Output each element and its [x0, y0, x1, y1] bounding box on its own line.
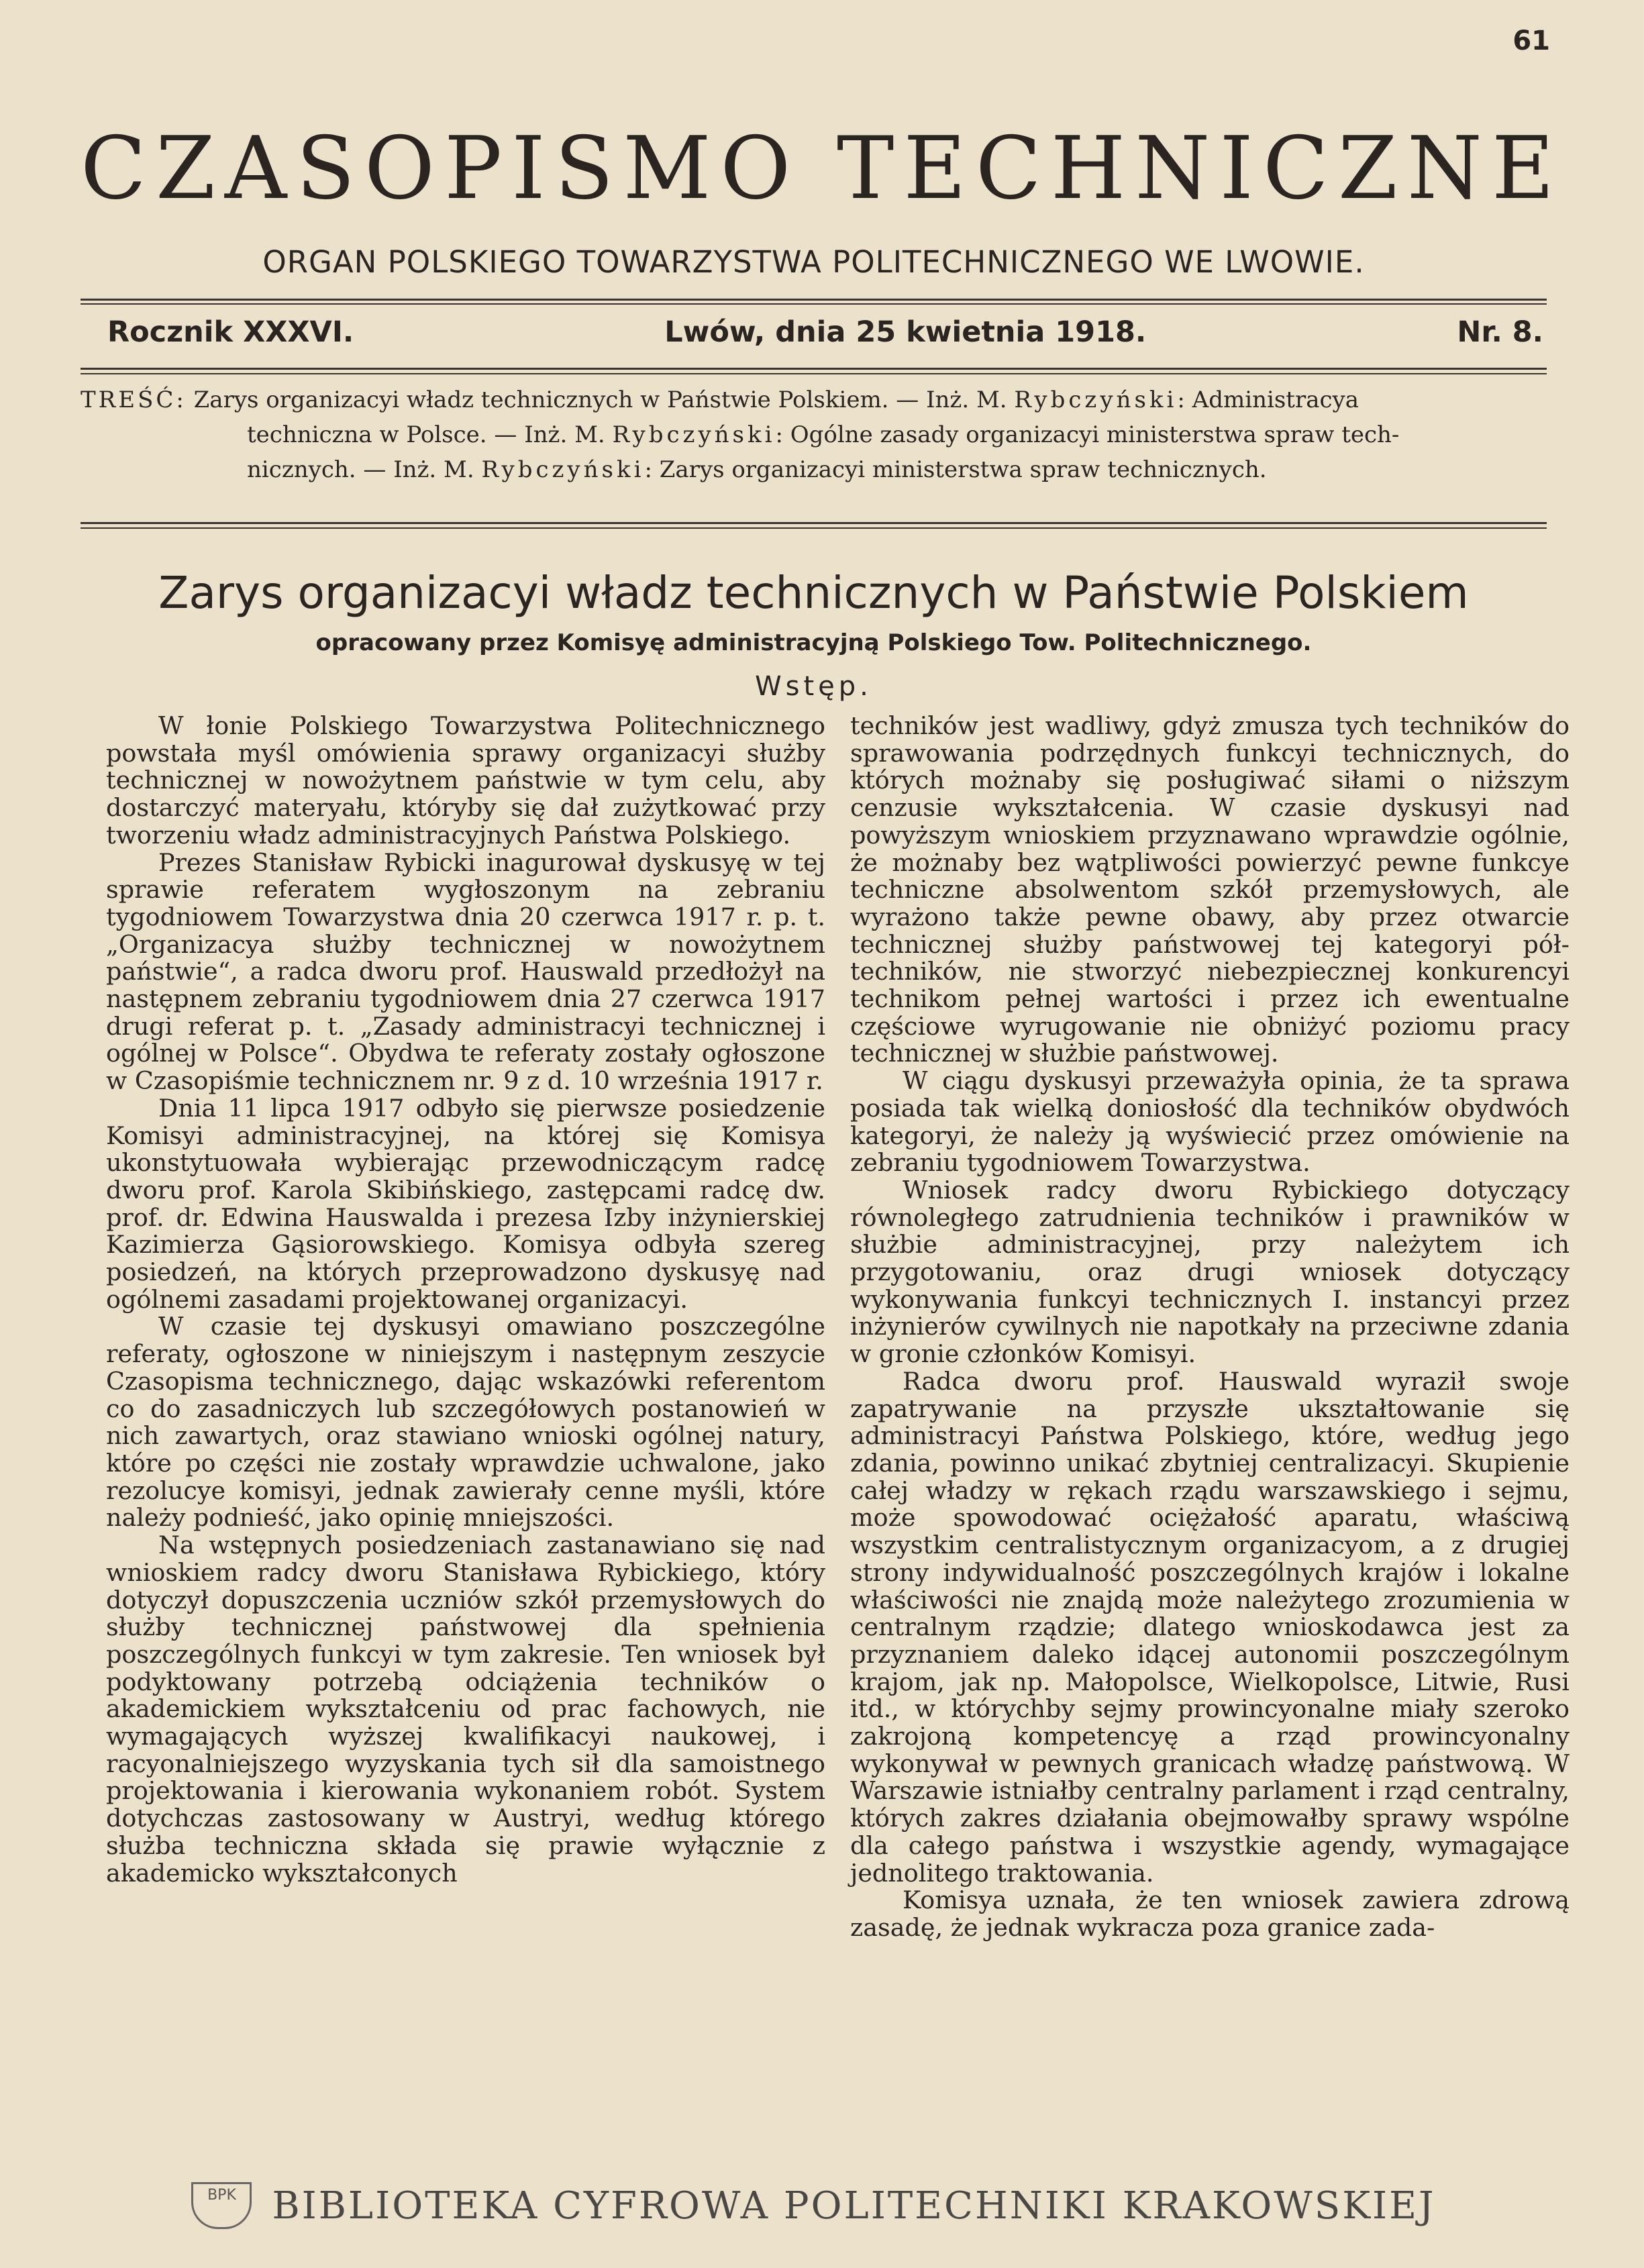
issue-number: Nr. 8. — [1457, 315, 1543, 349]
contents-text: Zarys organizacyi władz technicznych w Państwie Polskiem. — Inż. M. — [193, 386, 1007, 413]
contents-line — [81, 417, 1547, 452]
contents-text: : Ogólne zasady organizacyi ministerstwa spraw tech- — [775, 421, 1400, 448]
paragraph: Na wstępnych posiedzeniach zastanawiano się nad wnioskiem radcy dworu Stanisława Rybickiego, który dotyczył dopuszczenia uczniów szkół przemysłowych do służby technicznej państwowej dla spełnienia poszczególnych funkcyi w tym zakresie. Ten wniosek był podyktowany potrzebą odciążenia techników o akademickiem wykształceniu od prac fachowych, nie wymagających wyższej kwalifikacyi naukowej, i racyonalniejszego wyzyskania tych sił dla samoistnego projektowania i kierowania wykonaniem robót. System dotychczas zastosowany w Austryi, według którego służba techniczna składa się prawie wyłącznie z akademicko wykształconych — [106, 1531, 825, 1888]
paragraph: techników jest wadliwy, gdyż zmusza tych techników do sprawowania podrzędnych funkcyi technicznych, do których możnaby się posługiwać siłami o niższym cenzusie wykształcenia. W czasie dyskusyi nad powyższym wnioskiem przyznawano wprawdzie ogólnie, że możnaby bez wątpliwości powierzyć pewne funkcye techniczne absolwentom szkół przemysłowych, ale wyrażono także pewne obawy, aby przez otwarcie technicznej służby państwowej tej kategoryi pół-techników, nie stworzyć niebezpiecznej konkurencyi technikom pełnej wartości i przez ich ewentualne częściowe wyrugowanie nie obniżyć poziomu pracy technicznej w służbie państwowej. — [850, 711, 1570, 1068]
footer-watermark — [81, 2182, 1547, 2229]
contents-label: TREŚĆ: — [81, 386, 187, 413]
contents-rule-thin — [81, 527, 1547, 529]
table-of-contents — [81, 382, 1547, 487]
contents-line — [81, 382, 1547, 417]
article-subtitle: opracowany przez Komisyę administracyjną Polskiego Tow. Politechnicznego. — [315, 629, 1312, 656]
masthead-subtitle: ORGAN POLSKIEGO TOWARZYSTWA POLITECHNICZNEGO WE LWOWIE. — [262, 244, 1365, 280]
paragraph: Radca dworu prof. Hauswald wyraził swoje zapatrywanie na przyszłe ukształtowanie się administracyi Państwa Polskiego, które, według jego zdania, powinno unikać zbytniej centralizacyi. Skupienie całej władzy w rękach rządu warszawskiego i sejmu, może spowodować ociężałość aparatu, właściwą wszystkim centralistycznym organizacyom, a z drugiej strony indywidualność poszczególnych krajów i lokalne właściwości nie znajdą może należytego zrozumienia w centralnym rządzie; dlatego wnioskodawca jest za przyznaniem daleko idącej autonomii poszczególnym krajom, jak np. Małopolsce, Wielkopolsce, Litwie, Rusi itd., w którychby sejmy prowincyonalne miały szeroko zakrojoną kompetencyę a rząd prowincyonalny wykonywał w pewnych granicach władzę państwową. W Warszawie istniałby centralny parlament i rząd centralny, których zakres działania obejmowałby sprawy wspólne dla całego państwa i wszystkie agendy, wymagające jednolitego traktowania. — [850, 1366, 1570, 1888]
contents-text: techniczna w Polsce. — Inż. M. — [247, 421, 605, 448]
paragraph: Prezes Stanisław Rybicki inagurował dyskusyę w tej sprawie referatem wygłoszonym na zebraniu tygodniowem Towarzystwa dnia 20 czerwca 1917 r. p. t. „Organizacya służby technicznej w nowożytnem państwie“, a radca dworu prof. Hauswald przedłożył na następnem zebraniu tygodniowem dnia 27 czerwca 1917 drugi referat p. t. „Zasady administracyi technicznej i ogólnej w Polsce“. Obydwa te referaty zostały ogłoszone w Czasopiśmie technicznem nr. 9 z d. 10 września 1917 r. — [106, 847, 825, 1096]
page-number: 61 — [1512, 25, 1550, 56]
library-logo-icon: BPK — [191, 2182, 252, 2229]
right-column — [850, 713, 1570, 1942]
paragraph: W łonie Polskiego Towarzystwa Politechnicznego powstała myśl omówienia sprawy organizacyi służby technicznej w nowożytnem państwie w tym celu, aby dostarczyć materyału, któryby się dał zużytkować przy tworzeniu władz administracyjnych Państwa Polskiego. — [106, 711, 825, 849]
paragraph: W ciągu dyskusyi przeważyła opinia, że ta sprawa posiada tak wielką doniosłość dla techników obydwóch kategoryi, że należy ją wyświecić przez omówienie na zebraniu tygodniowem Towarzystwa. — [850, 1066, 1570, 1178]
contents-text: : Administracya — [1177, 386, 1359, 413]
footer-text: BIBLIOTEKA CYFROWA POLITECHNIKI KRAKOWSKIEJ — [272, 2183, 1436, 2228]
contents-line — [81, 452, 1547, 487]
masthead-title: CZASOPISMO TECHNICZNE — [81, 119, 1564, 219]
paragraph: Dnia 11 lipca 1917 odbyło się pierwsze posiedzenie Komisyi administracyjnej, na której się Komisya ukonstytuowała wybierając przewodniczącym radcę dworu prof. Karola Skibińskiego, zastępcami radcę dw. prof. dr. Edwina Hauswalda i prezesa Izby inżynierskiej Kazimierza Gąsiorowskiego. Komisya odbyła szereg posiedzeń, na których przeprowadzono dyskusyę nad ogólnemi zasadami projektowanej organizacyi. — [106, 1093, 825, 1314]
header-rule-mid — [81, 368, 1547, 370]
contents-author: Rybczyński — [1014, 386, 1178, 413]
paragraph: Komisya uznała, że ten wniosek zawiera zdrową zasadę, że jednak wykracza poza granice zada- — [850, 1886, 1570, 1942]
contents-author: Rybczyński — [481, 456, 645, 483]
contents-text: nicznych. — Inż. M. — [247, 456, 474, 483]
issue-line — [107, 315, 1543, 349]
paragraph: W czasie tej dyskusyi omawiano poszczególne referaty, ogłoszone w niniejszym i następnym zeszycie Czasopisma technicznego, dając wskazówki referentom co do zasadniczych lub szczegółowych postanowień w nich zawartych, oraz stawiano wnioski ogólnej natury, które po części nie zostały wprawdzie uchwalone, jako rezolucye komisyi, jednak zawierały cenne myśli, które należy podnieść, jako opinię mniejszości. — [106, 1312, 825, 1533]
issue-volume: Rocznik XXXVI. — [107, 315, 354, 349]
left-column — [106, 713, 825, 1887]
contents-text: : Zarys organizacyi ministerstwa spraw technicznych. — [644, 456, 1267, 483]
article-title: Zarys organizacyi władz technicznych w Państwie Polskiem — [158, 567, 1469, 619]
header-rule-top-thin — [81, 303, 1547, 305]
contents-rule — [81, 522, 1547, 524]
section-heading: Wstęp. — [755, 671, 872, 702]
contents-author: Rybczyński — [612, 421, 776, 448]
header-rule-mid-thin — [81, 373, 1547, 374]
paragraph: Wniosek radcy dworu Rybickiego dotyczący równoległego zatrudnienia techników i prawników w służbie administracyjnej, przy należytem ich przygotowaniu, oraz drugi wniosek dotyczący wykonywania funkcyi technicznych I. instancyi przez inżynierów cywilnych nie napotkały na przeciwne zdania w gronie członków Komisyi. — [850, 1175, 1570, 1369]
issue-date: Lwów, dnia 25 kwietnia 1918. — [664, 315, 1147, 349]
header-rule-top — [81, 299, 1547, 301]
